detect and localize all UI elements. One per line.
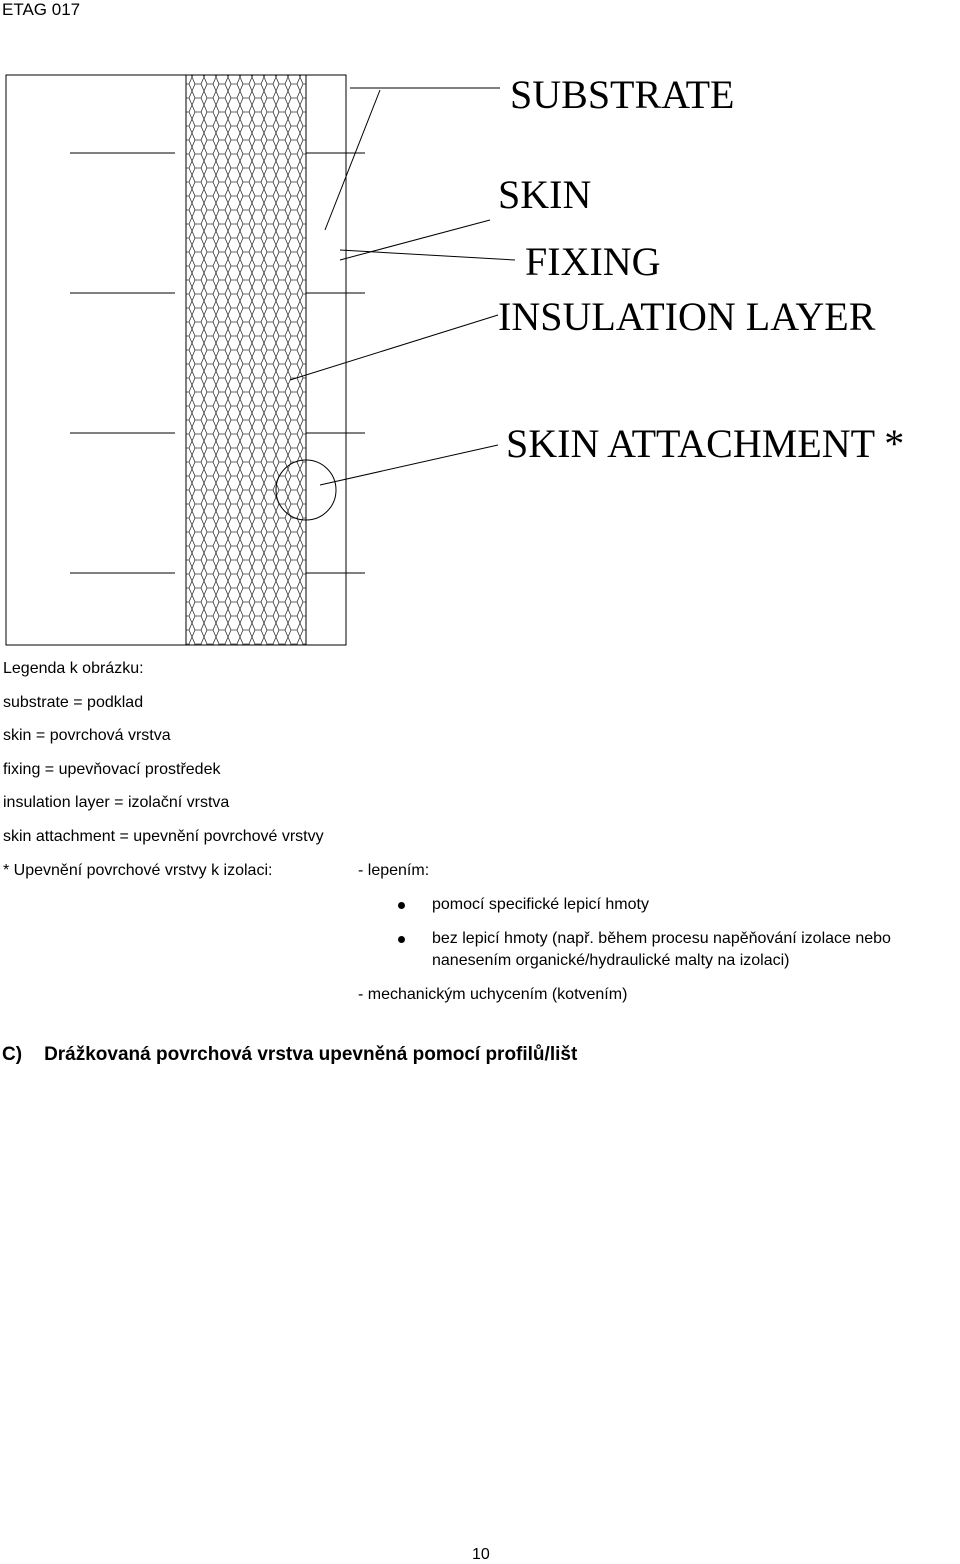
document-header: ETAG 017 [2, 0, 81, 19]
method-mechanical: - mechanickým uchycením (kotvením) [358, 986, 628, 1003]
bullet-item-continuation: nanesením organické/hydraulické malty na izolaci) [432, 952, 790, 969]
method-adhesive: - lepením: [358, 862, 430, 879]
insulation-layer [186, 75, 306, 645]
page-number: 10 [472, 1546, 490, 1563]
skin-layer [306, 75, 346, 645]
bullet-icon [398, 936, 405, 943]
label-skin: SKIN [498, 172, 592, 217]
legend-item: substrate = podklad [3, 694, 144, 711]
legend-item: skin attachment = upevnění povrchové vrstvy [3, 828, 324, 845]
legend-title: Legenda k obrázku: [3, 660, 144, 677]
legend-item: fixing = upevňovací prostředek [3, 761, 221, 778]
legend-item: skin = povrchová vrstva [3, 727, 171, 744]
section-title: Drážkovaná povrchová vrstva upevněná pomocí profilů/lišt [44, 1044, 578, 1065]
substrate-layer [6, 75, 186, 645]
label-fixing: FIXING [525, 239, 661, 284]
bullet-item: pomocí specifické lepicí hmoty [432, 896, 649, 913]
attachment-note-label: * Upevnění povrchové vrstvy k izolaci: [3, 862, 273, 879]
label-insulation: INSULATION LAYER [498, 294, 876, 339]
wall-section-diagram [0, 70, 960, 650]
label-skin-attachment: SKIN ATTACHMENT * [506, 421, 905, 466]
bullet-item: bez lepicí hmoty (např. během procesu napěňování izolace nebo [432, 930, 891, 947]
section-letter: C) [2, 1044, 23, 1065]
bullet-icon [398, 902, 405, 909]
section-heading [2, 1044, 577, 1066]
label-substrate: SUBSTRATE [510, 72, 735, 117]
legend-item: insulation layer = izolační vrstva [3, 794, 230, 811]
